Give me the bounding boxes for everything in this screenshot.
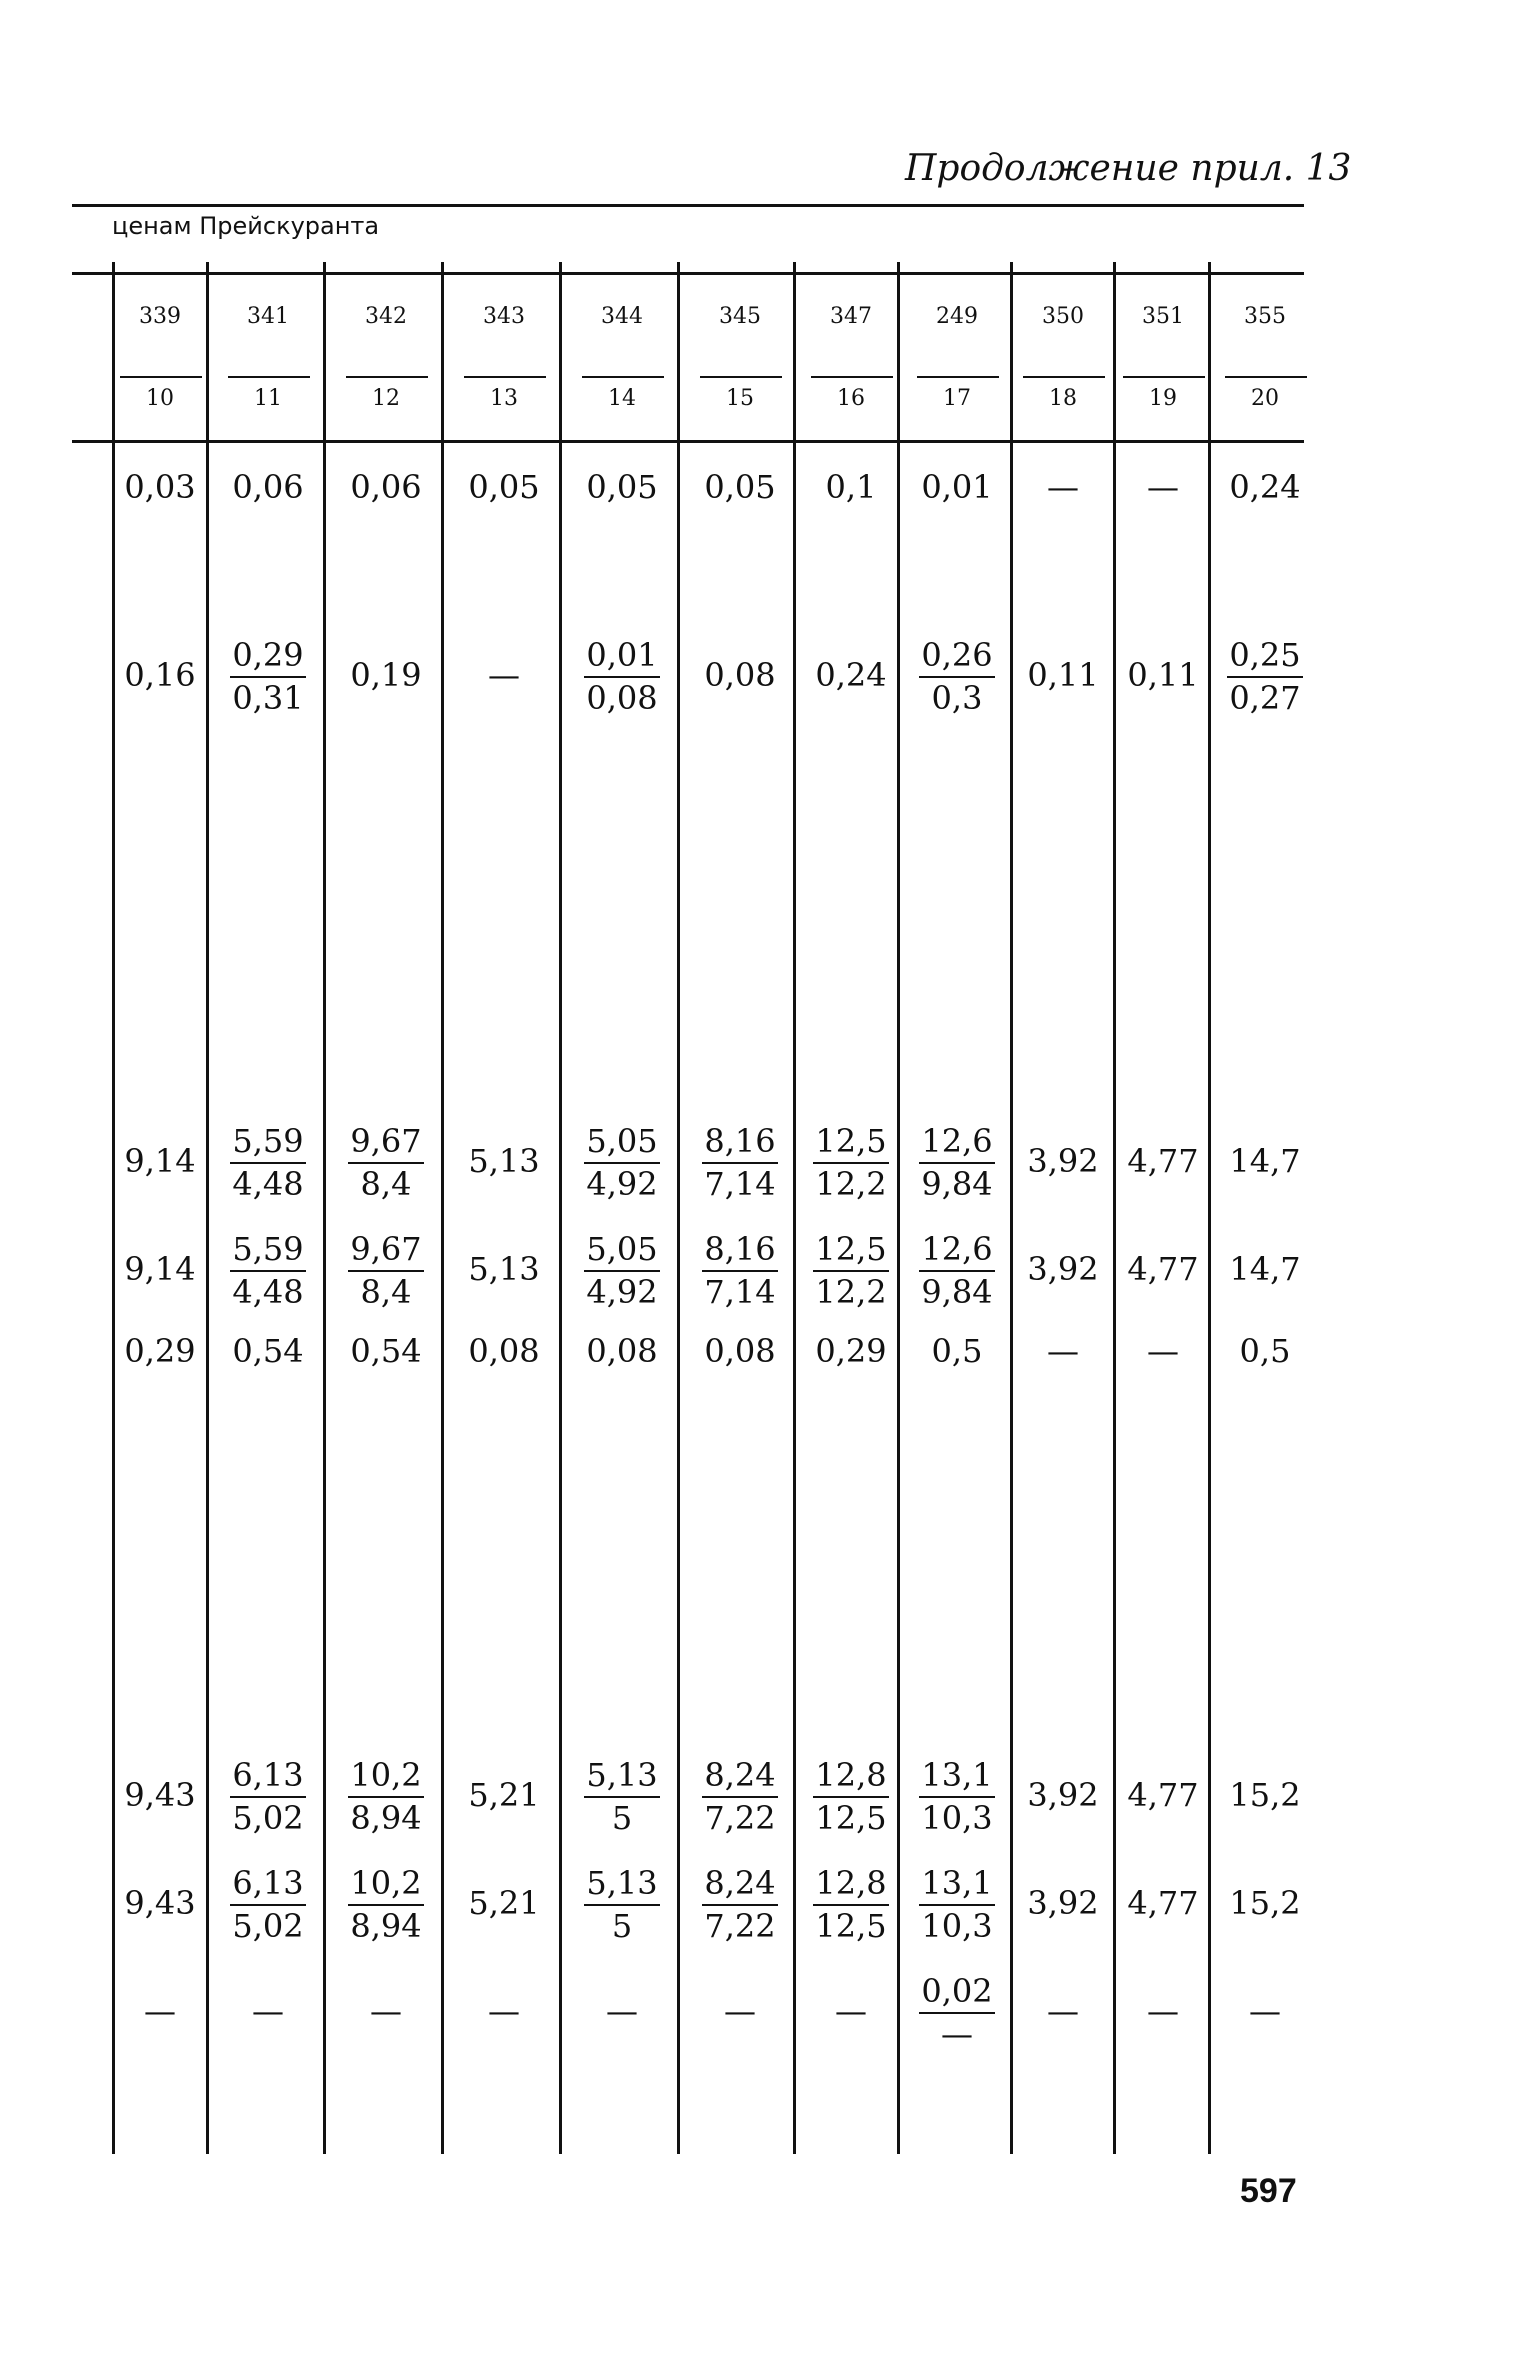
numerator: 0,29	[230, 638, 305, 678]
table-cell: 3,92	[1027, 1250, 1099, 1288]
fraction-value	[813, 1124, 888, 1201]
table-cell	[685, 1756, 795, 1835]
column-divider	[206, 262, 209, 2154]
fraction-value	[919, 1232, 994, 1309]
numerator: 5,13	[584, 1866, 659, 1906]
table-cell	[902, 1756, 1012, 1835]
table-cell: 0,08	[586, 1332, 658, 1370]
continuation-caption: Продолжение прил. 13	[905, 148, 1352, 189]
table-cell: —	[1147, 1332, 1179, 1370]
table-cell: 9,43	[124, 1884, 196, 1922]
table-cell	[685, 1864, 795, 1943]
table-cell	[567, 1230, 677, 1309]
table-cell: 14,7	[1229, 1250, 1301, 1288]
table-cell	[685, 1230, 795, 1309]
table-cell: 9,14	[124, 1142, 196, 1180]
table-cell: 0,05	[586, 468, 658, 506]
denominator: 4,48	[232, 1164, 304, 1203]
table-cell: 5,21	[468, 1776, 540, 1814]
fraction-value	[230, 638, 305, 715]
denominator: 12,2	[815, 1272, 887, 1311]
column-divider	[441, 262, 444, 2154]
column-subheader-underline	[1023, 376, 1105, 378]
table-cell: 0,29	[124, 1332, 196, 1370]
column-number: 16	[837, 386, 865, 411]
denominator: 0,3	[931, 678, 983, 717]
table-cell: 0,08	[704, 1332, 776, 1370]
table-cell	[796, 1756, 906, 1835]
column-code: 343	[483, 304, 525, 329]
table-cell: 0,54	[232, 1332, 304, 1370]
numerator: 6,13	[230, 1866, 305, 1906]
fraction-value	[919, 1124, 994, 1201]
numerator: 5,13	[584, 1758, 659, 1798]
table-cell	[567, 1864, 677, 1943]
denominator: 7,14	[704, 1272, 776, 1311]
table-cell: —	[835, 1992, 867, 2030]
table-cell	[213, 1864, 323, 1943]
table-cell: 0,06	[232, 468, 304, 506]
column-subheader-underline	[1123, 376, 1205, 378]
denominator: 5,02	[232, 1906, 304, 1945]
numerator: 0,26	[919, 638, 994, 678]
table-cell: 0,06	[350, 468, 422, 506]
fraction-value	[813, 1758, 888, 1835]
numerator: 12,8	[813, 1758, 888, 1798]
table-cell: —	[488, 1992, 520, 2030]
fraction-value	[702, 1124, 777, 1201]
table-cell	[331, 1122, 441, 1201]
column-divider	[112, 262, 115, 2154]
numerator: 12,5	[813, 1232, 888, 1272]
column-code: 351	[1142, 304, 1184, 329]
fraction-value	[702, 1232, 777, 1309]
table-cell: 15,2	[1229, 1776, 1301, 1814]
body-rule	[72, 440, 1304, 443]
denominator: 7,22	[704, 1906, 776, 1945]
numerator: 5,59	[230, 1232, 305, 1272]
table-cell: 0,1	[825, 468, 877, 506]
denominator: 5,02	[232, 1798, 304, 1837]
denominator: 4,48	[232, 1272, 304, 1311]
table-cell: 5,21	[468, 1884, 540, 1922]
fraction-value	[348, 1866, 423, 1943]
table-cell	[567, 1122, 677, 1201]
table-cell: 0,5	[1239, 1332, 1291, 1370]
table-cell: 0,05	[704, 468, 776, 506]
numerator: 8,24	[702, 1758, 777, 1798]
table-cell: —	[370, 1992, 402, 2030]
column-divider	[323, 262, 326, 2154]
table-cell	[213, 1230, 323, 1309]
numerator: 0,01	[584, 638, 659, 678]
numerator: 12,8	[813, 1866, 888, 1906]
table-cell: 0,5	[931, 1332, 983, 1370]
header-rule	[72, 272, 1304, 275]
table-cell	[213, 1122, 323, 1201]
denominator: 8,94	[350, 1798, 422, 1837]
denominator: 4,92	[586, 1164, 658, 1203]
table-cell: —	[1147, 468, 1179, 506]
fraction-value	[230, 1866, 305, 1943]
column-code: 249	[936, 304, 978, 329]
table-cell: —	[252, 1992, 284, 2030]
column-subheader-underline	[1225, 376, 1307, 378]
column-number: 12	[372, 386, 400, 411]
table-cell: —	[488, 656, 520, 694]
table-cell: —	[1249, 1992, 1281, 2030]
fraction-value	[584, 638, 659, 715]
denominator: 12,2	[815, 1164, 887, 1203]
fraction-value	[230, 1758, 305, 1835]
table-cell: 9,43	[124, 1776, 196, 1814]
numerator: 12,5	[813, 1124, 888, 1164]
numerator: 9,67	[348, 1232, 423, 1272]
denominator: 0,31	[232, 678, 304, 717]
table-cell	[213, 1756, 323, 1835]
column-subheader-underline	[346, 376, 428, 378]
table-cell: 0,16	[124, 656, 196, 694]
column-number: 20	[1251, 386, 1279, 411]
fraction-value	[919, 1974, 994, 2051]
table-cell: 4,77	[1127, 1250, 1199, 1288]
fraction-value	[230, 1124, 305, 1201]
table-cell: 3,92	[1027, 1142, 1099, 1180]
fraction-value	[348, 1232, 423, 1309]
numerator: 13,1	[919, 1758, 994, 1798]
numerator: 0,02	[919, 1974, 994, 2014]
column-number: 14	[608, 386, 636, 411]
column-subheader-underline	[120, 376, 202, 378]
column-number: 13	[490, 386, 518, 411]
table-cell	[331, 1756, 441, 1835]
table-cell: 0,08	[704, 656, 776, 694]
fraction-value	[584, 1232, 659, 1309]
column-divider	[1010, 262, 1013, 2154]
numerator: 8,24	[702, 1866, 777, 1906]
table-cell: —	[606, 1992, 638, 2030]
column-number: 18	[1049, 386, 1077, 411]
table-cell: —	[724, 1992, 756, 2030]
column-divider	[677, 262, 680, 2154]
table-cell	[902, 636, 1012, 715]
column-divider	[897, 262, 900, 2154]
denominator: 7,14	[704, 1164, 776, 1203]
fraction-value	[702, 1866, 777, 1943]
column-number: 10	[146, 386, 174, 411]
denominator: 12,5	[815, 1798, 887, 1837]
numerator: 10,2	[348, 1866, 423, 1906]
denominator: 7,22	[704, 1798, 776, 1837]
fraction-value	[348, 1124, 423, 1201]
column-subheader-underline	[700, 376, 782, 378]
denominator: 4,92	[586, 1272, 658, 1311]
column-code: 339	[139, 304, 181, 329]
table-cell: —	[144, 1992, 176, 2030]
column-code: 342	[365, 304, 407, 329]
numerator: 5,59	[230, 1124, 305, 1164]
page-number: 597	[1240, 2172, 1297, 2210]
table-cell: 0,01	[921, 468, 993, 506]
table-cell	[902, 1864, 1012, 1943]
column-divider	[559, 262, 562, 2154]
column-subheader-underline	[811, 376, 893, 378]
table-cell	[1210, 636, 1320, 715]
table-cell: 0,24	[1229, 468, 1301, 506]
column-divider	[1113, 262, 1116, 2154]
column-number: 11	[254, 386, 282, 411]
column-code: 345	[719, 304, 761, 329]
numerator: 8,16	[702, 1232, 777, 1272]
column-subheader-underline	[228, 376, 310, 378]
top-rule	[72, 204, 1304, 207]
column-code: 347	[830, 304, 872, 329]
table-cell: 0,03	[124, 468, 196, 506]
column-number: 15	[726, 386, 754, 411]
table-cell: 5,13	[468, 1142, 540, 1180]
table-cell: 9,14	[124, 1250, 196, 1288]
table-cell	[685, 1122, 795, 1201]
fraction-value	[584, 1866, 659, 1943]
denominator: 8,4	[360, 1164, 412, 1203]
table-cell	[902, 1122, 1012, 1201]
table-cell	[902, 1972, 1012, 2051]
column-code: 355	[1244, 304, 1286, 329]
numerator: 6,13	[230, 1758, 305, 1798]
fraction-value	[584, 1758, 659, 1835]
denominator: —	[941, 2014, 973, 2053]
table-cell: 14,7	[1229, 1142, 1301, 1180]
fraction-value	[813, 1866, 888, 1943]
column-code: 344	[601, 304, 643, 329]
table-cell	[331, 1864, 441, 1943]
numerator: 0,25	[1227, 638, 1302, 678]
column-number: 19	[1149, 386, 1177, 411]
fraction-value	[1227, 638, 1302, 715]
table-cell: 0,11	[1127, 656, 1199, 694]
table-cell	[796, 1864, 906, 1943]
table-cell	[796, 1122, 906, 1201]
table-cell: 0,11	[1027, 656, 1099, 694]
denominator: 5	[611, 1906, 633, 1945]
table-cell: —	[1047, 1332, 1079, 1370]
fraction-value	[919, 1866, 994, 1943]
table-cell	[213, 636, 323, 715]
fraction-value	[919, 638, 994, 715]
denominator: 0,27	[1229, 678, 1301, 717]
denominator: 12,5	[815, 1906, 887, 1945]
denominator: 5	[611, 1798, 633, 1837]
table-cell	[796, 1230, 906, 1309]
fraction-value	[813, 1232, 888, 1309]
fraction-value	[230, 1232, 305, 1309]
numerator: 5,05	[584, 1124, 659, 1164]
numerator: 8,16	[702, 1124, 777, 1164]
table-cell: —	[1147, 1992, 1179, 2030]
table-cell	[567, 1756, 677, 1835]
table-cell	[902, 1230, 1012, 1309]
fraction-value	[702, 1758, 777, 1835]
denominator: 9,84	[921, 1272, 993, 1311]
denominator: 10,3	[921, 1798, 993, 1837]
denominator: 9,84	[921, 1164, 993, 1203]
denominator: 8,94	[350, 1906, 422, 1945]
table-cell: 15,2	[1229, 1884, 1301, 1922]
table-cell: —	[1047, 468, 1079, 506]
column-divider	[1208, 262, 1211, 2154]
table-cell: 3,92	[1027, 1776, 1099, 1814]
numerator: 13,1	[919, 1866, 994, 1906]
denominator: 8,4	[360, 1272, 412, 1311]
table-cell: 0,19	[350, 656, 422, 694]
column-subheader-underline	[464, 376, 546, 378]
column-divider	[793, 262, 796, 2154]
fraction-value	[919, 1758, 994, 1835]
table-cell: 5,13	[468, 1250, 540, 1288]
fraction-value	[348, 1758, 423, 1835]
column-code: 341	[247, 304, 289, 329]
table-cell: 4,77	[1127, 1884, 1199, 1922]
fraction-value	[584, 1124, 659, 1201]
numerator: 10,2	[348, 1758, 423, 1798]
table-cell: 3,92	[1027, 1884, 1099, 1922]
table-cell: —	[1047, 1992, 1079, 2030]
column-subheader-underline	[582, 376, 664, 378]
table-cell: 0,29	[815, 1332, 887, 1370]
numerator: 9,67	[348, 1124, 423, 1164]
table-cell: 0,05	[468, 468, 540, 506]
column-code: 350	[1042, 304, 1084, 329]
table-cell: 0,24	[815, 656, 887, 694]
table-cell: 4,77	[1127, 1142, 1199, 1180]
table-cell	[567, 636, 677, 715]
table-cell: 0,08	[468, 1332, 540, 1370]
table-cell: 4,77	[1127, 1776, 1199, 1814]
numerator: 12,6	[919, 1124, 994, 1164]
table-subtitle: ценам Прейскуранта	[112, 212, 380, 240]
denominator: 10,3	[921, 1906, 993, 1945]
denominator: 0,08	[586, 678, 658, 717]
numerator: 5,05	[584, 1232, 659, 1272]
numerator: 12,6	[919, 1232, 994, 1272]
column-number: 17	[943, 386, 971, 411]
column-subheader-underline	[917, 376, 999, 378]
table-cell	[331, 1230, 441, 1309]
table-cell: 0,54	[350, 1332, 422, 1370]
